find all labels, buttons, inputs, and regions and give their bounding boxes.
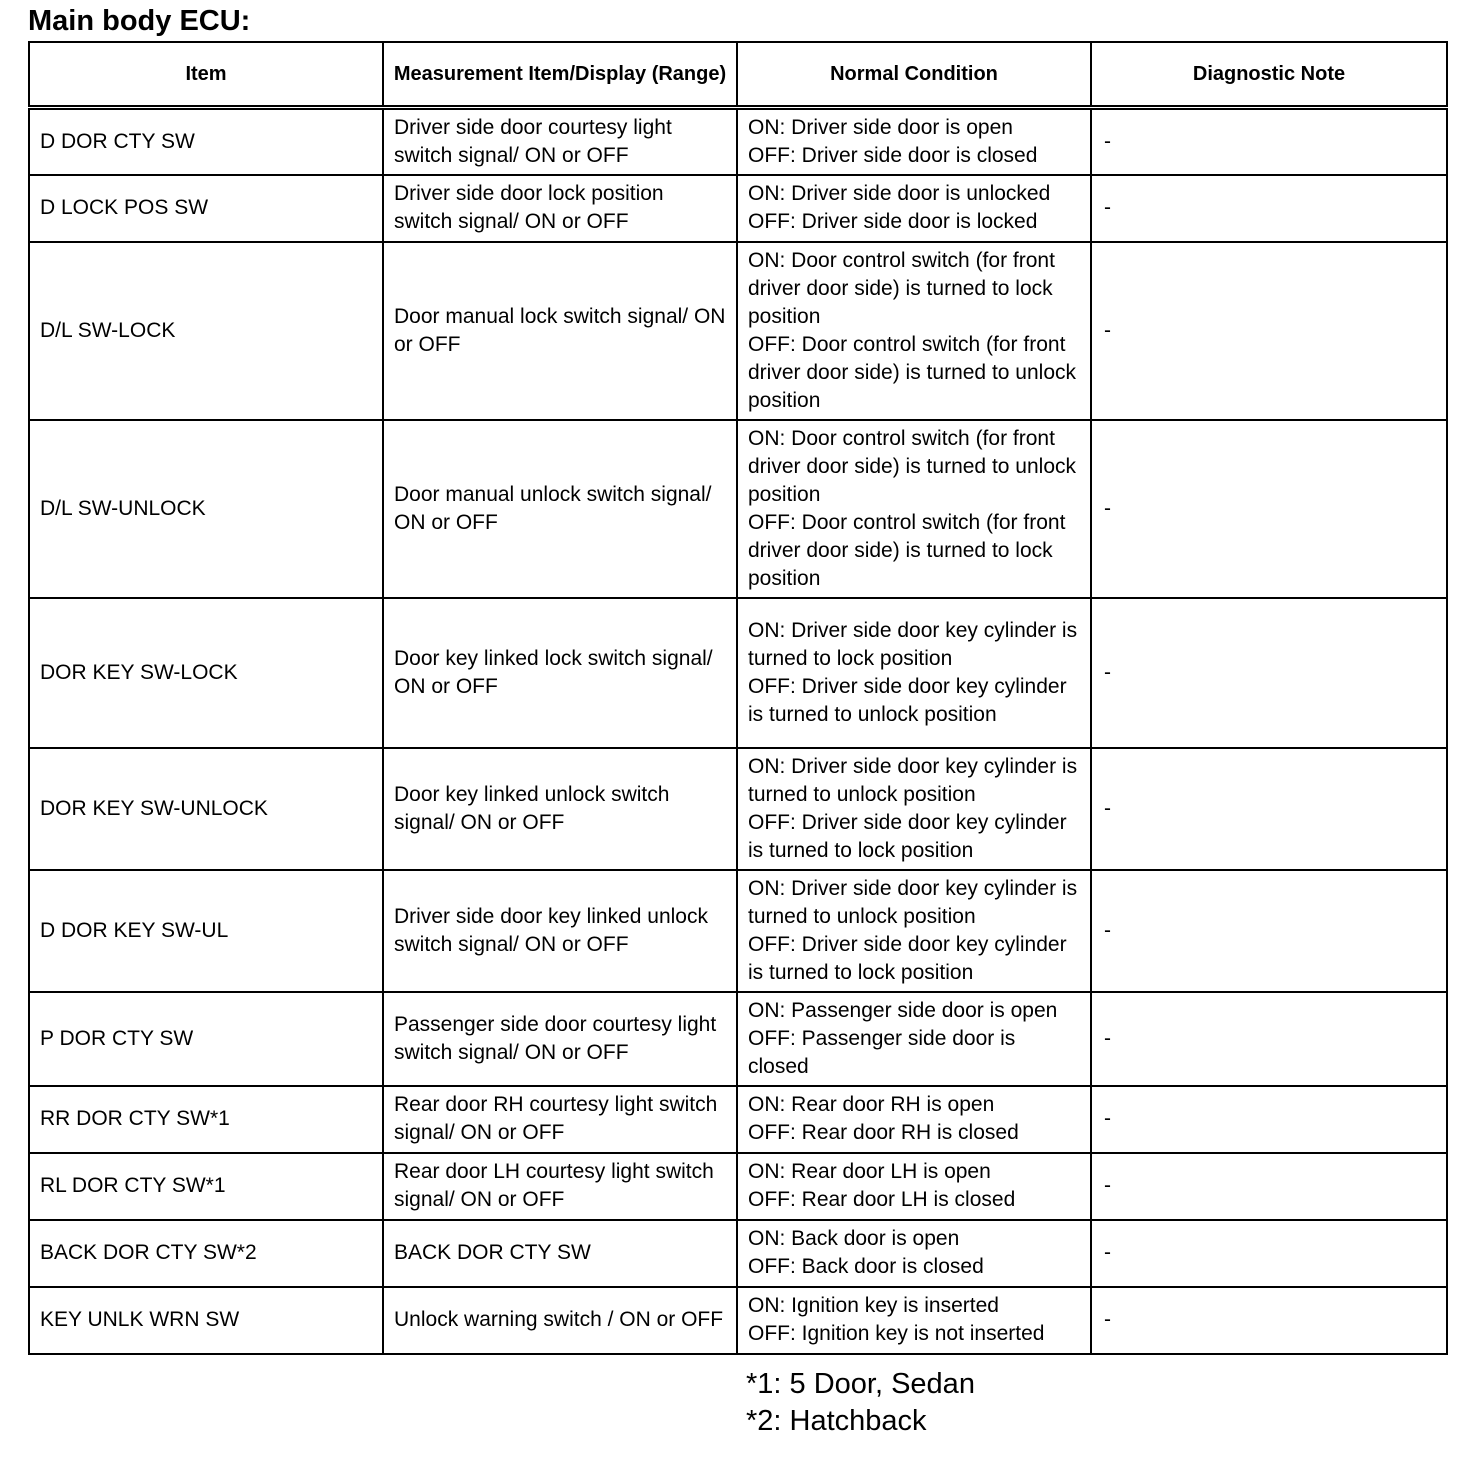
normal-condition-cell (737, 108, 1091, 175)
condition-on: ON: Door control switch (for front driver door side) is turned to unlock position (748, 426, 1076, 506)
item-cell: RL DOR CTY SW*1 (29, 1153, 383, 1220)
column-header-measurement: Measurement Item/Display (Range) (383, 42, 737, 108)
footnotes (746, 1366, 975, 1440)
condition-off: OFF: Driver side door key cylinder is turned to lock position (748, 932, 1067, 984)
diagnostic-note-cell: - (1091, 420, 1447, 598)
diagnostic-note-cell: - (1091, 598, 1447, 748)
item-cell: DOR KEY SW-UNLOCK (29, 748, 383, 870)
condition-on: ON: Driver side door is unlocked (748, 182, 1051, 205)
item-cell: RR DOR CTY SW*1 (29, 1086, 383, 1153)
normal-condition-cell (737, 1153, 1091, 1220)
measurement-cell: BACK DOR CTY SW (383, 1220, 737, 1287)
condition-off: OFF: Back door is closed (748, 1255, 984, 1278)
column-header-diagnostic-note: Diagnostic Note (1091, 42, 1447, 108)
measurement-cell: Door key linked lock switch signal/ ON or OFF (383, 598, 737, 748)
item-cell: D/L SW-UNLOCK (29, 420, 383, 598)
condition-off: OFF: Ignition key is not inserted (748, 1322, 1045, 1345)
page-title: Main body ECU: (28, 5, 251, 37)
normal-condition-cell (737, 420, 1091, 598)
column-header-item: Item (29, 42, 383, 108)
data-list-table (28, 41, 1448, 1355)
item-cell: D LOCK POS SW (29, 175, 383, 242)
measurement-cell: Driver side door lock position switch signal/ ON or OFF (383, 175, 737, 242)
item-cell: D DOR CTY SW (29, 108, 383, 175)
item-cell: DOR KEY SW-LOCK (29, 598, 383, 748)
normal-condition-cell (737, 242, 1091, 420)
table-row (29, 1153, 1447, 1220)
diagnostic-note-cell: - (1091, 870, 1447, 992)
measurement-cell: Door key linked unlock switch signal/ ON or OFF (383, 748, 737, 870)
measurement-cell: Unlock warning switch / ON or OFF (383, 1287, 737, 1354)
condition-on: ON: Rear door RH is open (748, 1093, 995, 1116)
condition-on: ON: Back door is open (748, 1227, 960, 1250)
condition-on: ON: Ignition key is inserted (748, 1294, 999, 1317)
diagnostic-note-cell: - (1091, 1086, 1447, 1153)
normal-condition-cell (737, 1287, 1091, 1354)
normal-condition-cell (737, 1220, 1091, 1287)
table-row (29, 420, 1447, 598)
normal-condition-cell (737, 748, 1091, 870)
column-header-normal-condition: Normal Condition (737, 42, 1091, 108)
condition-off: OFF: Door control switch (for front driver door side) is turned to lock position (748, 510, 1066, 590)
condition-on: ON: Driver side door key cylinder is turned to unlock position (748, 754, 1078, 806)
measurement-cell: Rear door RH courtesy light switch signal/ ON or OFF (383, 1086, 737, 1153)
condition-on: ON: Driver side door key cylinder is turned to unlock position (748, 876, 1078, 928)
normal-condition-cell (737, 992, 1091, 1086)
measurement-cell: Rear door LH courtesy light switch signal/ ON or OFF (383, 1153, 737, 1220)
normal-condition-cell (737, 598, 1091, 748)
item-cell: KEY UNLK WRN SW (29, 1287, 383, 1354)
footnote-2: *2: Hatchback (746, 1405, 927, 1437)
condition-on: ON: Passenger side door is open (748, 998, 1058, 1022)
normal-condition-cell (737, 175, 1091, 242)
condition-off: OFF: Rear door LH is closed (748, 1188, 1016, 1211)
condition-on: ON: Driver side door key cylinder is turned to lock position (748, 618, 1078, 670)
item-cell: BACK DOR CTY SW*2 (29, 1220, 383, 1287)
condition-on: ON: Driver side door is open (748, 115, 1013, 139)
diagnostic-note-cell: - (1091, 992, 1447, 1086)
normal-condition-cell (737, 1086, 1091, 1153)
diagnostic-note-cell: - (1091, 108, 1447, 175)
diagnostic-note-cell: - (1091, 1153, 1447, 1220)
measurement-cell: Passenger side door courtesy light switch signal/ ON or OFF (383, 992, 737, 1086)
condition-on: ON: Rear door LH is open (748, 1160, 991, 1183)
diagnostic-note-cell: - (1091, 175, 1447, 242)
diagnostic-note-cell: - (1091, 242, 1447, 420)
table-row (29, 242, 1447, 420)
item-cell: D/L SW-LOCK (29, 242, 383, 420)
diagnostic-note-cell: - (1091, 1220, 1447, 1287)
normal-condition-cell (737, 870, 1091, 992)
table-row (29, 598, 1447, 748)
condition-off: OFF: Passenger side door is closed (748, 1026, 1016, 1078)
condition-off: OFF: Rear door RH is closed (748, 1121, 1019, 1144)
table-row (29, 1220, 1447, 1287)
condition-on: ON: Door control switch (for front driver door side) is turned to lock position (748, 248, 1055, 328)
condition-off: OFF: Door control switch (for front driver door side) is turned to unlock position (748, 332, 1076, 412)
table-row (29, 748, 1447, 870)
table-row (29, 870, 1447, 992)
footnote-1: *1: 5 Door, Sedan (746, 1368, 975, 1400)
table-row (29, 108, 1447, 175)
diagnostic-note-cell: - (1091, 748, 1447, 870)
diagnostic-note-cell: - (1091, 1287, 1447, 1354)
measurement-cell: Door manual unlock switch signal/ ON or OFF (383, 420, 737, 598)
condition-off: OFF: Driver side door is locked (748, 210, 1038, 233)
table-row (29, 1287, 1447, 1354)
condition-off: OFF: Driver side door is closed (748, 143, 1038, 167)
table-row (29, 1086, 1447, 1153)
table-header-row (29, 42, 1447, 108)
measurement-cell: Driver side door courtesy light switch signal/ ON or OFF (383, 108, 737, 175)
condition-off: OFF: Driver side door key cylinder is turned to lock position (748, 810, 1067, 862)
table-row (29, 175, 1447, 242)
measurement-cell: Driver side door key linked unlock switch signal/ ON or OFF (383, 870, 737, 992)
table-row (29, 992, 1447, 1086)
condition-off: OFF: Driver side door key cylinder is turned to unlock position (748, 674, 1067, 726)
item-cell: P DOR CTY SW (29, 992, 383, 1086)
measurement-cell: Door manual lock switch signal/ ON or OFF (383, 242, 737, 420)
item-cell: D DOR KEY SW-UL (29, 870, 383, 992)
